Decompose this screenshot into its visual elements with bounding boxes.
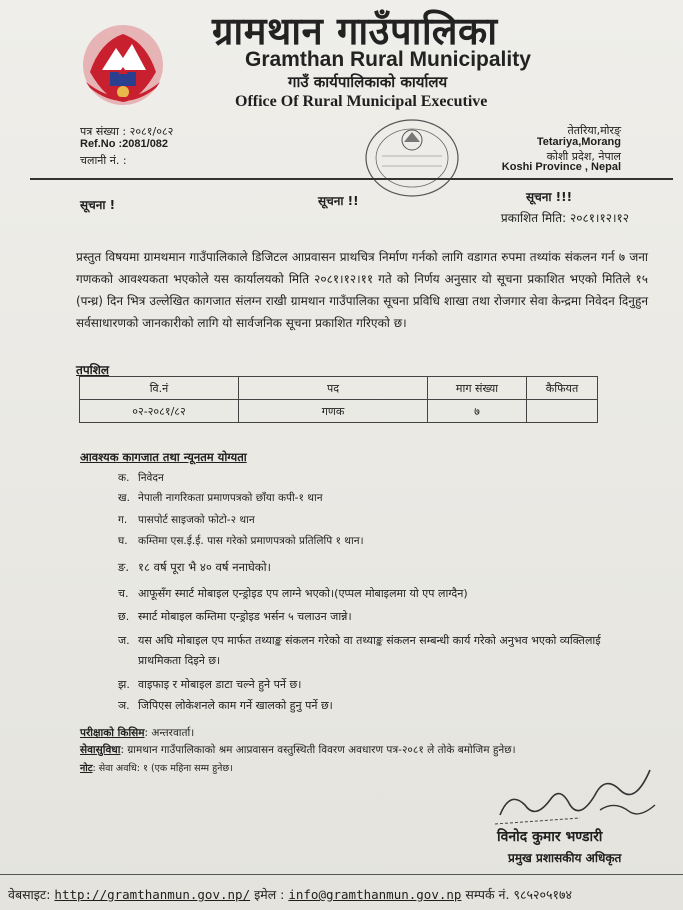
email-label: इमेल : xyxy=(254,887,285,902)
list-text: प्राथमिकता दिइने छ। xyxy=(138,654,221,667)
contact-number: ९८५२०५१७४ xyxy=(513,887,572,902)
notice-middle: सूचना !! xyxy=(318,194,359,208)
list-key: क. xyxy=(118,472,130,484)
address-np: तेतरिया,मोरङ् xyxy=(567,124,621,137)
list-key: ख. xyxy=(118,492,130,504)
details-label: तपशिल xyxy=(76,363,110,377)
list-text: निवेदन xyxy=(138,472,164,484)
dispatch-number: चलानी नं. : xyxy=(80,154,127,167)
note-value: : सेवा अवधि: १ (एक महिना सम्म हुनेछ। xyxy=(92,763,233,774)
province-en: Koshi Province , Nepal xyxy=(501,161,621,173)
service-facility xyxy=(80,743,516,757)
list-item xyxy=(118,698,333,713)
list-item xyxy=(118,633,601,648)
table-header-cell: वि.नं xyxy=(80,377,239,400)
exam-type xyxy=(80,726,194,740)
table-header-cell: पद xyxy=(239,377,428,400)
address-en: Tetariya,Morang xyxy=(536,136,621,148)
office-stamp-icon xyxy=(362,116,462,200)
list-key: छ. xyxy=(118,610,130,623)
list-key: झ. xyxy=(118,678,130,691)
list-key: च. xyxy=(118,587,129,600)
municipality-title-en: Gramthan Rural Municipality xyxy=(245,48,531,71)
list-key: ङ. xyxy=(118,560,129,574)
table-row xyxy=(80,400,598,423)
service-value: : ग्रामथान गाउँपालिकाको श्रम आप्रवासन वस्तुस्थिती विवरण अवधारण पत्र-२०८१ ले तोके बमोजिम हुनेछ। xyxy=(120,744,516,756)
notice-body-paragraph: प्रस्तुत विषयमा ग्रामथमान गाउँपालिकाले डिजिटल आप्रवासन प्राथचित्र निर्माण गर्नको लागि वडागत रुपमा तथ्यांक संकलन गर्न ७ जना गणकको आवश्यकता भएकोले यस कार्यालयको मिति २०८१।१२।११ गते को निर्णय अनुसार यो सूचना प्रकाशित भएको मितिले १५ (पन्ध्र) दिन भित्र उल्लेखित कागजात संलग्न राखी ग्रामथान गाउँपालिका सूचना प्रविधि शाखा तथा रोजगार सेवा केन्द्रमा निवेदन दिनुहुन सर्वसाधारणको जानकारीको लागि यो सार्वजनिक सूचना प्रकाशित गरिएको छ। xyxy=(76,250,648,330)
list-text: पासपोर्ट साइजको फोटो-२ थान xyxy=(138,514,255,526)
signatory-name: विनोद कुमार भण्डारी xyxy=(497,829,603,845)
table-header-row xyxy=(80,377,598,400)
list-item xyxy=(118,534,364,548)
office-subtitle-en: Office Of Rural Municipal Executive xyxy=(235,93,488,110)
list-key: घ. xyxy=(118,535,128,547)
list-text: १८ वर्ष पूरा भै ४० वर्ष ननाघेको। xyxy=(138,560,271,574)
footer-divider xyxy=(0,874,683,875)
table-cell: ७ xyxy=(428,400,527,423)
list-item xyxy=(118,653,220,668)
municipality-title-np: ग्रामथान गाउँपालिका xyxy=(212,8,498,53)
website-label: वेबसाइट: xyxy=(8,887,51,902)
footer-contact xyxy=(8,886,572,903)
email-link[interactable]: info@gramthanmun.gov.np xyxy=(288,887,462,902)
notice-right: सूचना !!! xyxy=(526,190,573,204)
list-text: कम्तिमा एस.ई.ई. पास गरेको प्रमाणपत्रको प्रतिलिपि १ थान। xyxy=(138,535,364,547)
exam-label: परीक्षाको किसिम xyxy=(80,727,145,739)
vacancy-table xyxy=(79,376,598,423)
list-item xyxy=(118,586,468,601)
table-cell: ०२-२०८१/८२ xyxy=(80,400,239,423)
contact-label: सम्पर्क नं. xyxy=(465,887,510,902)
service-label: सेवासुविधा xyxy=(80,744,121,756)
list-item xyxy=(118,491,323,505)
note-line xyxy=(80,761,233,774)
office-subtitle-np: गाउँ कार्यपालिकाको कार्यालय xyxy=(288,73,448,91)
government-emblem-icon xyxy=(80,22,166,108)
list-text: आफूसँग स्मार्ट मोबाइल एन्ड्रोइड एप लाग्ने भएको।(एप्पल मोबाइलमा यो एप लाग्दैन) xyxy=(138,587,468,600)
list-text: नेपाली नागरिकता प्रमाणपत्रको छाँया कपी-१ थान xyxy=(138,492,323,504)
table-header-cell: कैफियत xyxy=(527,377,598,400)
notice-left: सूचना ! xyxy=(80,198,116,212)
list-item xyxy=(118,677,301,692)
list-item xyxy=(118,609,352,624)
signatory-post: प्रमुख प्रशासकीय अधिकृत xyxy=(508,851,622,865)
province-np: कोशी प्रदेश, नेपाल xyxy=(546,150,621,163)
table-header-cell: माग संख्या xyxy=(428,377,527,400)
list-text: जिपिएस लोकेशनले काम गर्ने खालको हुनु पर्ने छ। xyxy=(138,699,333,712)
exam-value: : अन्तरवार्ता। xyxy=(144,727,195,739)
letter-number: पत्र संख्या : २०८१/०८२ xyxy=(80,125,174,138)
reference-number: Ref.No :2081/082 xyxy=(80,138,169,150)
table-cell xyxy=(527,400,598,423)
list-item xyxy=(118,471,164,485)
website-link[interactable]: http://gramthanmun.gov.np/ xyxy=(54,887,251,902)
table-cell: गणक xyxy=(239,400,428,423)
list-key: ग. xyxy=(118,514,128,526)
list-text: यस अघि मोबाइल एप मार्फत तथ्याङ्क संकलन गरेको वा तथ्याङ्क संकलन सम्बन्धी कार्य गरेको अनुभव भएको व्यक्तिलाई xyxy=(138,634,601,647)
list-text: वाइफाइ र मोबाइल डाटा चल्ने हुने पर्ने छ। xyxy=(138,678,302,691)
published-date: प्रकाशित मिति: २०८१।१२।१२ xyxy=(500,211,629,225)
requirements-title: आवश्यक कागजात तथा न्यूनतम योग्यता xyxy=(80,450,247,464)
list-key: ज. xyxy=(118,634,130,647)
list-item xyxy=(118,560,271,575)
signature-image xyxy=(490,760,660,830)
list-item xyxy=(118,513,255,527)
list-text: स्मार्ट मोबाइल कम्तिमा एन्ड्रोइड भर्सन ५ चलाउन जान्ने। xyxy=(138,610,352,623)
list-key: ञ. xyxy=(118,699,130,712)
header-divider xyxy=(30,178,673,180)
note-label: नोट xyxy=(80,763,93,774)
